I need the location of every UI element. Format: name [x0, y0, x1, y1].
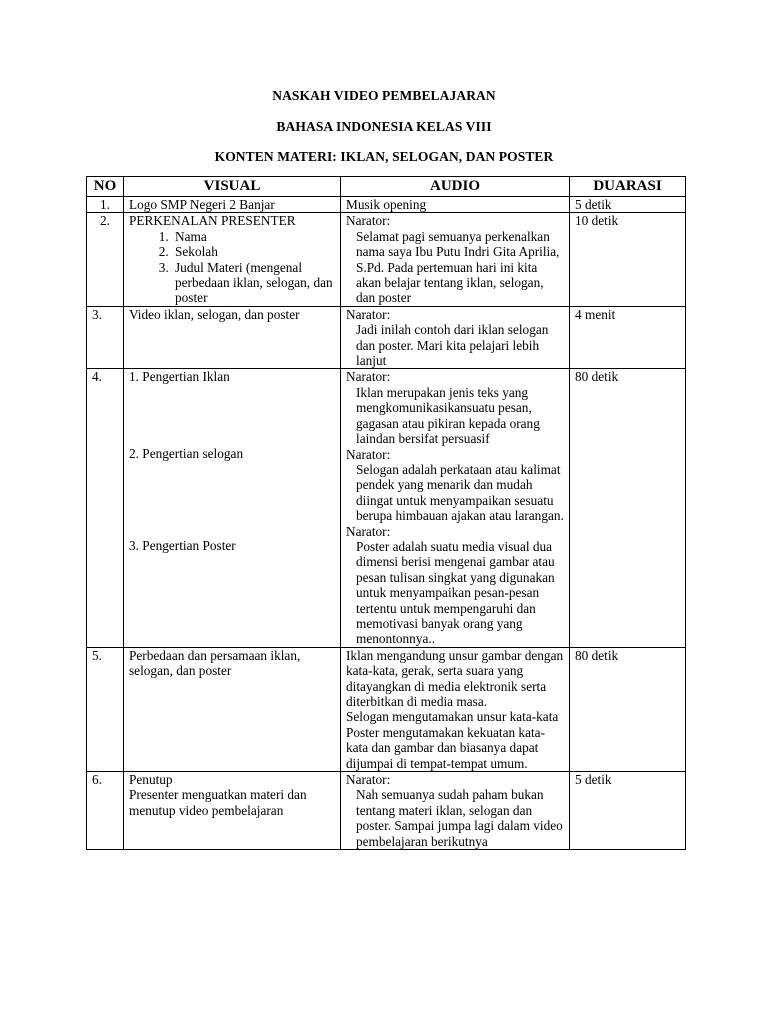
narrator-label: Narator:: [346, 523, 391, 539]
content-subtitle: KONTEN MATERI: IKLAN, SELOGAN, DAN POSTER: [214, 149, 554, 164]
comparison-text: Iklan mengandung unsur gambar dengan kata-kata, gerak, serta suara yang ditayangkan di media elektronik serta diterbitkan di media masa.: [346, 647, 564, 709]
duration-cell: 5 detik: [570, 197, 686, 213]
table-row: [87, 772, 686, 850]
audio-cell: [341, 369, 570, 647]
audio-cell: Musik opening: [341, 197, 570, 213]
visual-item: Penutup: [129, 772, 173, 788]
visual-item: 3. Pengertian Poster: [129, 538, 236, 554]
comparison-text: Poster mengutamakan kekuatan kata-kata dan gambar dan biasanya dapat dijumpai di tempat-tempat umum.: [346, 724, 546, 771]
header-audio: AUDIO: [341, 177, 570, 197]
duration-cell: 80 detik: [570, 647, 686, 771]
narration-text: Iklan merupakan jenis teks yang mengkomunikasikansuatu pesan, gagasan atau pikiran kepada orang laindan bersifat persuasif: [356, 384, 540, 447]
visual-cell: Perbedaan dan persamaan iklan, selogan, dan poster: [124, 647, 341, 771]
row-number: 2.: [87, 213, 124, 306]
narration-text: Selamat pagi semuanya perkenalkan nama saya Ibu Putu Indri Gita Aprilia, S.Pd. Pada pertemuan hari ini kita akan belajar tentang iklan, selogan, dan poster: [356, 228, 560, 306]
table-row: [87, 647, 686, 771]
duration-cell: 5 detik: [570, 772, 686, 850]
duration-cell: 80 detik: [570, 369, 686, 647]
narrator-label: Narator:: [346, 446, 391, 462]
header-duration: DUARASI: [570, 177, 686, 197]
visual-cell: [124, 213, 341, 306]
narration-text: Poster adalah suatu media visual dua dimensi berisi mengenai gambar atau pesan tulisan singkat yang digunakan untuk menyampaikan pesan-pesan tertentu untuk mempengaruhi dan memotivasi banyak orang yang menontonnya..: [356, 538, 555, 647]
narrator-label: Narator:: [346, 772, 391, 788]
narration-text: Jadi inilah contoh dari iklan selogan dan poster. Mari kita pelajari lebih lanjut: [356, 322, 549, 369]
row-number: 5.: [87, 647, 124, 771]
narrator-label: Narator:: [346, 369, 391, 385]
visual-item: 2. Pengertian selogan: [129, 446, 244, 462]
audio-cell: [341, 213, 570, 306]
row-number: 1.: [87, 197, 124, 213]
table-row: [87, 369, 686, 647]
table-header-row: [87, 177, 686, 197]
audio-cell: [341, 647, 570, 771]
visual-cell: Logo SMP Negeri 2 Banjar: [124, 197, 341, 213]
table-row: [87, 306, 686, 369]
visual-cell: [124, 772, 341, 850]
table-row: [87, 197, 686, 213]
narration-text: Nah semuanya sudah paham bukan tentang materi iklan, selogan dan poster. Sampai jumpa lagi dalam video pembelajaran berikutnya: [356, 787, 563, 849]
visual-item: 1. Pengertian Iklan: [129, 369, 230, 385]
list-item: 1. Nama: [172, 229, 335, 244]
table-row: [87, 213, 686, 306]
narrator-label: Narator:: [346, 306, 391, 322]
script-table: [86, 176, 686, 850]
narration-text: Selogan adalah perkataan atau kalimat pendek yang menarik dan mudah diingat untuk menyampaikan sesuatu berupa himbauan ajakan atau larangan.: [356, 461, 564, 524]
visual-cell: Video iklan, selogan, dan poster: [124, 306, 341, 369]
duration-cell: 10 detik: [570, 213, 686, 306]
visual-title: PERKENALAN PRESENTER: [129, 213, 296, 229]
row-number: 6.: [87, 772, 124, 850]
visual-item: Presenter menguatkan materi dan menutup video pembelajaran: [129, 787, 307, 818]
narrator-label: Narator:: [346, 213, 391, 229]
list-item: 2. Sekolah: [172, 244, 335, 259]
header-no: NO: [87, 177, 124, 197]
row-number: 4.: [87, 369, 124, 647]
audio-cell: [341, 306, 570, 369]
document-subtitle: BAHASA INDONESIA KELAS VIII: [276, 119, 492, 134]
document-title: NASKAH VIDEO PEMBELAJARAN: [272, 88, 496, 103]
list-item: 3. Judul Materi (mengenal perbedaan iklan, selogan, dan poster: [172, 260, 335, 306]
duration-cell: 4 menit: [570, 306, 686, 369]
header-visual: VISUAL: [124, 177, 341, 197]
audio-cell: [341, 772, 570, 850]
comparison-text: Selogan mengutamakan unsur kata-kata: [346, 709, 559, 725]
row-number: 3.: [87, 306, 124, 369]
visual-cell: [124, 369, 341, 647]
visual-list: [129, 229, 335, 306]
